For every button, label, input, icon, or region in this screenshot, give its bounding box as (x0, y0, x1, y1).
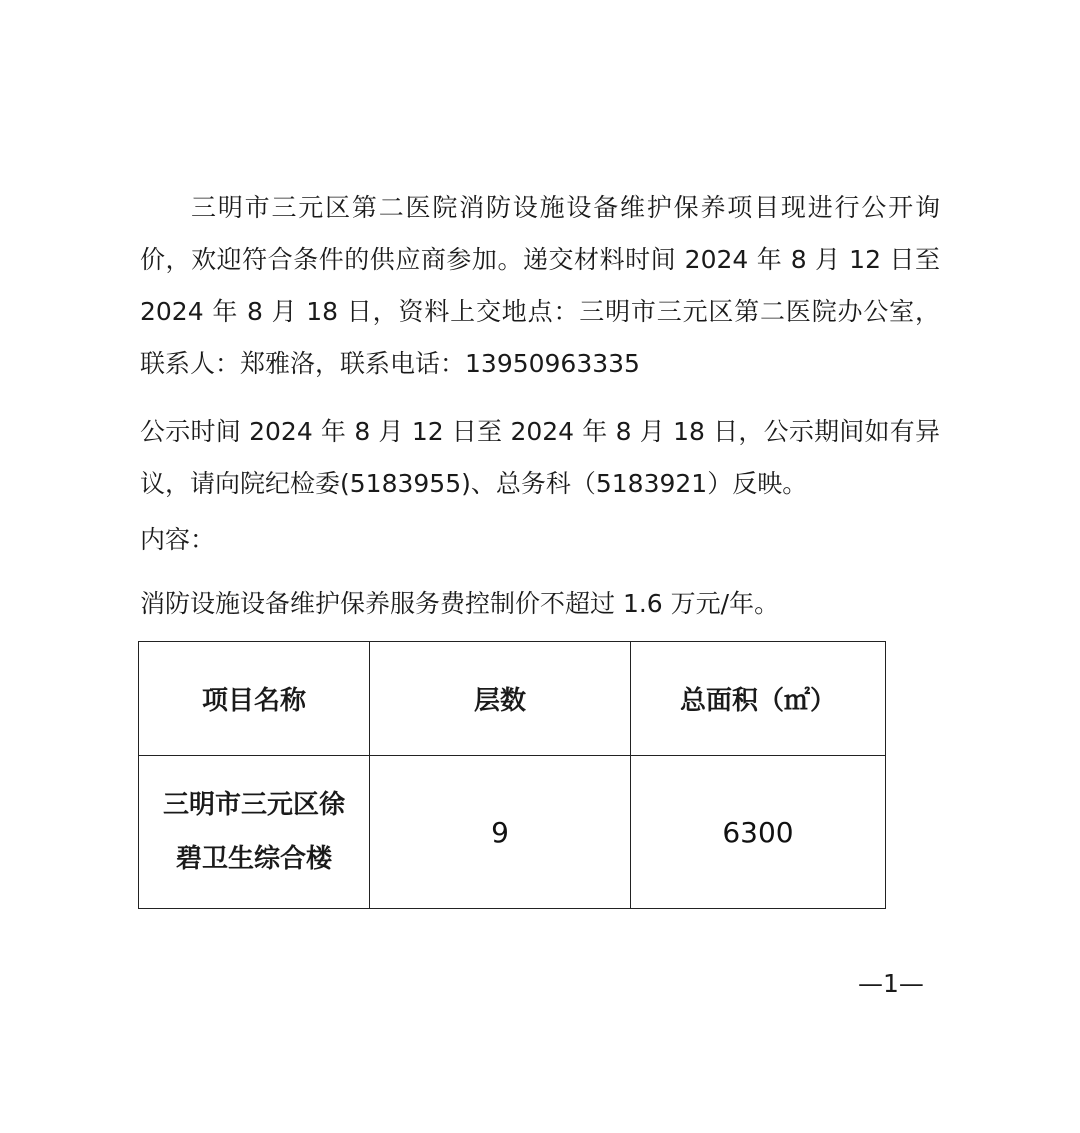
table-header-row (139, 642, 886, 756)
content-label: 内容： (140, 525, 216, 554)
header-floors: 层数 (370, 642, 631, 756)
notice-paragraph: 三明市三元区第二医院消防设施设备维护保养项目现进行公开询价，欢迎符合条件的供应商参加。递交材料时间 2024 年 8 月 12 日至 2024 年 8 月 18 日，资料上交地点：三明市三元区第二医院办公室，联系人：郑雅洛，联系电话：13950963335 (140, 193, 940, 378)
price-note: 消防设施设备维护保养服务费控制价不超过 1.6 万元/年。 (140, 589, 780, 618)
header-project-name: 项目名称 (139, 642, 370, 756)
header-total-area: 总面积（㎡） (631, 642, 886, 756)
cell-floors: 9 (370, 756, 631, 909)
cell-project-name: 三明市三元区徐碧卫生综合楼 (139, 756, 370, 909)
cell-total-area: 6300 (631, 756, 886, 909)
table-row (139, 756, 886, 909)
publicity-paragraph: 公示时间 2024 年 8 月 12 日至 2024 年 8 月 18 日，公示期间如有异议，请向院纪检委(5183955)、总务科（5183921）反映。 (140, 417, 940, 498)
project-table (138, 641, 886, 909)
page-number: —1— (858, 969, 924, 998)
